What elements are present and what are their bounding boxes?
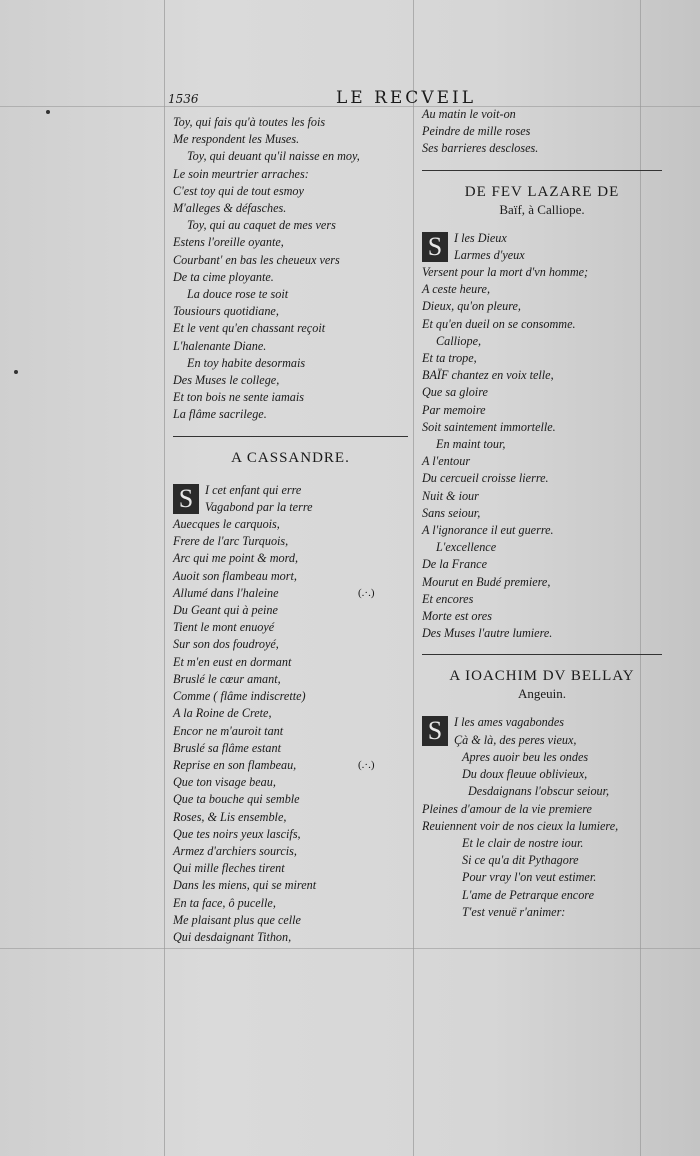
verse-line: Et le vent qu'en chassant reçoit bbox=[173, 321, 326, 336]
verse-line: Armez d'archiers sourcis, bbox=[173, 843, 297, 858]
page-number: 1536 bbox=[168, 92, 199, 106]
verse-line: La douce rose te soit bbox=[187, 287, 289, 302]
verse-line: Qui mille fleches tirent bbox=[173, 861, 285, 876]
verse-line: Pour vray l'on veut estimer. bbox=[462, 870, 597, 885]
verse-line: Çà & là, des peres vieux, bbox=[454, 732, 577, 747]
verse-line: Dieux, qu'on pleure, bbox=[422, 299, 521, 314]
verse-line: Roses, & Lis ensemble, bbox=[173, 809, 287, 824]
scan-speck bbox=[46, 110, 50, 114]
verse-line: Toy, qui deuant qu'il naisse en moy, bbox=[187, 149, 360, 164]
verse-line: Morte est ores bbox=[422, 609, 492, 624]
verse-line: Ses barrieres descloses. bbox=[422, 141, 539, 156]
poem-subtitle: Angeuin. bbox=[517, 686, 567, 702]
verse-line: Nuit & iour bbox=[422, 488, 479, 503]
verse-line: Bruslé sa flâme estant bbox=[173, 740, 281, 755]
verse-line: Par memoire bbox=[422, 402, 486, 417]
right-column bbox=[422, 106, 662, 921]
section-rule bbox=[422, 170, 662, 171]
verse-line: Que sa gloire bbox=[422, 385, 488, 400]
verse-line: Dans les miens, qui se mirent bbox=[173, 878, 317, 893]
poem-title: A CASSANDRE. bbox=[231, 449, 350, 466]
left-column bbox=[173, 114, 408, 946]
verse-line: I les Dieux bbox=[454, 230, 507, 245]
verse-line: Vagabond par la terre bbox=[205, 499, 313, 514]
scan-rule-line bbox=[164, 0, 165, 1156]
verse-line: I les ames vagabondes bbox=[454, 715, 565, 730]
verse-line: Et encores bbox=[422, 591, 474, 606]
verse-line: Courbant' en bas les cheueux vers bbox=[173, 252, 340, 267]
verse-line: Me respondent les Muses. bbox=[173, 132, 300, 147]
verse-line: A l'ignorance il eut guerre. bbox=[422, 523, 554, 538]
verse-line: Du cercueil croisse lierre. bbox=[422, 471, 549, 486]
verse-line: Mourut en Budé premiere, bbox=[422, 574, 551, 589]
verse-line: Versent pour la mort d'vn homme; bbox=[422, 265, 589, 280]
verse-line: La flâme sacrilege. bbox=[173, 407, 267, 422]
verse-line: Toy, qui au caquet de mes vers bbox=[187, 218, 336, 233]
verse-line: De la France bbox=[422, 557, 487, 572]
verse-line: Sans seiour, bbox=[422, 505, 481, 520]
verse-line: Auecques le carquois, bbox=[173, 517, 280, 532]
verse-line: Et ton bois ne sente iamais bbox=[173, 390, 305, 405]
verse-line: Qui desdaignant Tithon, bbox=[173, 929, 292, 944]
poem-title: A IOACHIM DV BELLAY bbox=[449, 668, 635, 685]
verse-line: En maint tour, bbox=[436, 437, 506, 452]
verse-line: Allumé dans l'haleine (.·.) bbox=[173, 585, 408, 602]
poem-a-cassandre bbox=[173, 482, 408, 946]
drop-cap: S bbox=[422, 716, 448, 746]
verse-line: Larmes d'yeux bbox=[454, 247, 525, 262]
verse-line: Comme ( flâme indiscrette) bbox=[173, 689, 306, 704]
verse-line: T'est venuë r'animer: bbox=[462, 904, 566, 919]
verse-line: Que ta bouche qui semble bbox=[173, 792, 300, 807]
running-title: LE RECVEIL bbox=[336, 88, 477, 108]
verse-line: Toy, qui fais qu'à toutes les fois bbox=[173, 115, 326, 129]
verse-line: L'ame de Petrarque encore bbox=[462, 887, 595, 902]
verse-line: A l'entour bbox=[422, 454, 471, 469]
verse-line: Arc qui me point & mord, bbox=[173, 551, 299, 566]
verse-line: Apres auoir beu les ondes bbox=[462, 749, 589, 764]
verse-line: Que ton visage beau, bbox=[173, 775, 276, 790]
poem-title: DE FEV LAZARE DE bbox=[464, 183, 620, 200]
verse-line: En toy habite desormais bbox=[187, 355, 306, 370]
scan-speck bbox=[14, 370, 18, 374]
verse-line: Et ta trope, bbox=[422, 351, 477, 366]
verse-line: Le soin meurtrier arraches: bbox=[173, 166, 309, 181]
verse-line: Reuiennent voir de nos cieux la lumiere, bbox=[422, 818, 619, 833]
verse-line: A ceste heure, bbox=[422, 282, 491, 297]
verse-line: Calliope, bbox=[436, 333, 482, 348]
page-header bbox=[168, 88, 668, 108]
verse-line: Tient le mont enuoyé bbox=[173, 620, 275, 635]
verse-line: Des Muses le college, bbox=[173, 373, 280, 388]
section-rule bbox=[422, 654, 662, 655]
verse-line: Me plaisant plus que celle bbox=[173, 912, 301, 927]
verse-line: Frere de l'arc Turquois, bbox=[173, 534, 289, 549]
verse-line: Sur son dos foudroyé, bbox=[173, 637, 279, 652]
verse-line: Et qu'en dueil on se consomme. bbox=[422, 316, 576, 331]
margin-mark: (.·.) bbox=[358, 758, 375, 771]
verse-line: Et le clair de nostre iour. bbox=[462, 835, 584, 850]
poem-lazare-de-baif bbox=[422, 230, 662, 643]
drop-cap: S bbox=[173, 484, 199, 514]
verse-line: M'alleges & défasches. bbox=[173, 201, 287, 216]
verse-line: L'excellence bbox=[436, 540, 497, 555]
verse-line: Peindre de mille roses bbox=[422, 124, 531, 139]
verse-line: Desdaignans l'obscur seiour, bbox=[468, 784, 610, 799]
verse-line: Bruslé le cœur amant, bbox=[173, 671, 281, 686]
verse-line: BAÏF chantez en voix telle, bbox=[422, 368, 554, 383]
verse-line: En ta face, ô pucelle, bbox=[173, 895, 276, 910]
verse-line: Soit saintement immortelle. bbox=[422, 419, 556, 434]
verse-line: I cet enfant qui erre bbox=[205, 482, 302, 497]
verse-line: Estens l'oreille oyante, bbox=[173, 235, 284, 250]
verse-line: Que tes noirs yeux lascifs, bbox=[173, 826, 301, 841]
poem-ioachim-du-bellay bbox=[422, 714, 662, 920]
verse-line: Du Geant qui à peine bbox=[173, 603, 278, 618]
poem-continuation bbox=[173, 114, 408, 424]
verse-line: Tousiours quotidiane, bbox=[173, 304, 279, 319]
drop-cap: S bbox=[422, 232, 448, 262]
verse-line: Des Muses l'autre lumiere. bbox=[422, 626, 553, 641]
section-rule bbox=[173, 436, 408, 437]
verse-line: Reprise en son flambeau, (.·.) bbox=[173, 757, 408, 774]
verse-line: Du doux fleuue oblivieux, bbox=[462, 767, 588, 782]
margin-mark: (.·.) bbox=[358, 586, 375, 599]
verse-line: Encor ne m'auroit tant bbox=[173, 723, 284, 738]
scan-rule-line bbox=[0, 948, 700, 949]
poem-subtitle: Baïf, à Calliope. bbox=[499, 201, 585, 217]
verse-line: Si ce qu'a dit Pythagore bbox=[462, 853, 579, 868]
verse-line: Auoit son flambeau mort, bbox=[173, 568, 297, 583]
scan-rule-line bbox=[413, 0, 414, 1156]
verse-line: De ta cime ployante. bbox=[173, 269, 274, 284]
verse-line: C'est toy qui de tout esmoy bbox=[173, 183, 304, 198]
verse-line: L'halenante Diane. bbox=[173, 338, 267, 353]
verse-line: Pleines d'amour de la vie premiere bbox=[422, 801, 592, 816]
verse-line: A la Roine de Crete, bbox=[173, 706, 272, 721]
verse-line: Au matin le voit-on bbox=[422, 107, 516, 121]
poem-continuation bbox=[422, 106, 662, 158]
verse-line: Et m'en eust en dormant bbox=[173, 654, 292, 669]
